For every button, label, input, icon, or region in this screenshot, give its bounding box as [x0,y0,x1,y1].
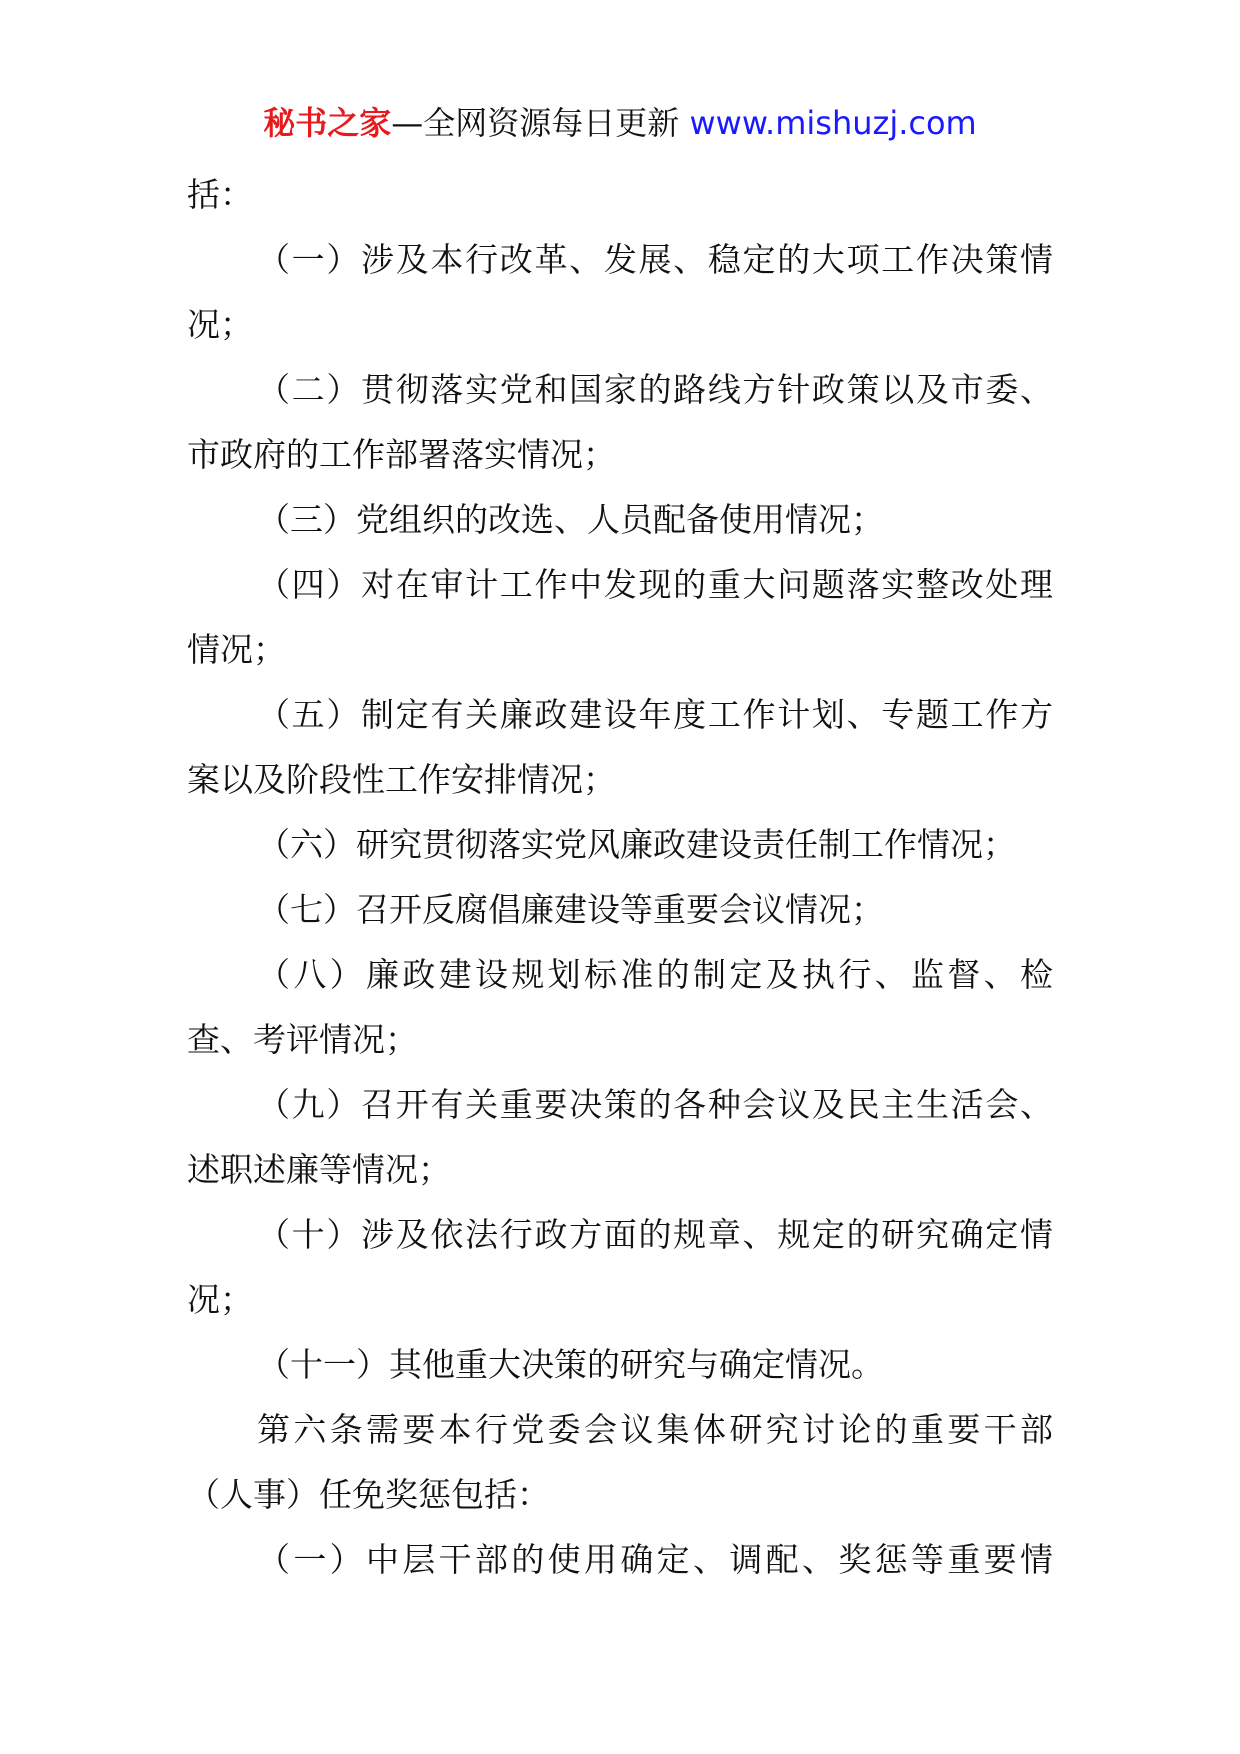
site-header [0,98,1240,148]
text-line: 况； [187,1280,253,1319]
text-line: （三）党组织的改选、人员配备使用情况； [257,500,884,539]
text-line: （十一）其他重大决策的研究与确定情况。 [257,1345,884,1384]
text-line: 案以及阶段性工作安排情况； [187,760,616,799]
text-line: 查、考评情况； [187,1020,418,1059]
text-line: 况； [187,305,253,344]
text-line: （十）涉及依法行政方面的规章、规定的研究确定情 [257,1215,1053,1254]
text-line: （人事）任免奖惩包括： [187,1475,550,1514]
text-line: 市政府的工作部署落实情况； [187,435,616,474]
text-line: 第六条需要本行党委会议集体研究讨论的重要干部 [257,1410,1053,1449]
text-line: （一）涉及本行改革、发展、稳定的大项工作决策情 [257,240,1053,279]
text-line: （九）召开有关重要决策的各种会议及民主生活会、 [257,1085,1053,1124]
text-line: （二）贯彻落实党和国家的路线方针政策以及市委、 [257,370,1053,409]
text-line: （六）研究贯彻落实党风廉政建设责任制工作情况； [257,825,1016,864]
brand-name: 秘书之家 [263,104,392,142]
text-line: （一）中层干部的使用确定、调配、奖惩等重要情 [257,1540,1053,1579]
text-line: 括： [187,175,253,214]
text-line: （四）对在审计工作中发现的重大问题落实整改处理 [257,565,1053,604]
text-line: （五）制定有关廉政建设年度工作计划、专题工作方 [257,695,1053,734]
text-line: 述职述廉等情况； [187,1150,451,1189]
header-tagline: —全网资源每日更新 [391,104,680,142]
text-line: （八）廉政建设规划标准的制定及执行、监督、检 [257,955,1053,994]
document-body [187,162,1053,1592]
site-url-link[interactable]: www.mishuzj.com [689,104,977,142]
text-line: 情况； [187,630,286,669]
text-line: （七）召开反腐倡廉建设等重要会议情况； [257,890,884,929]
